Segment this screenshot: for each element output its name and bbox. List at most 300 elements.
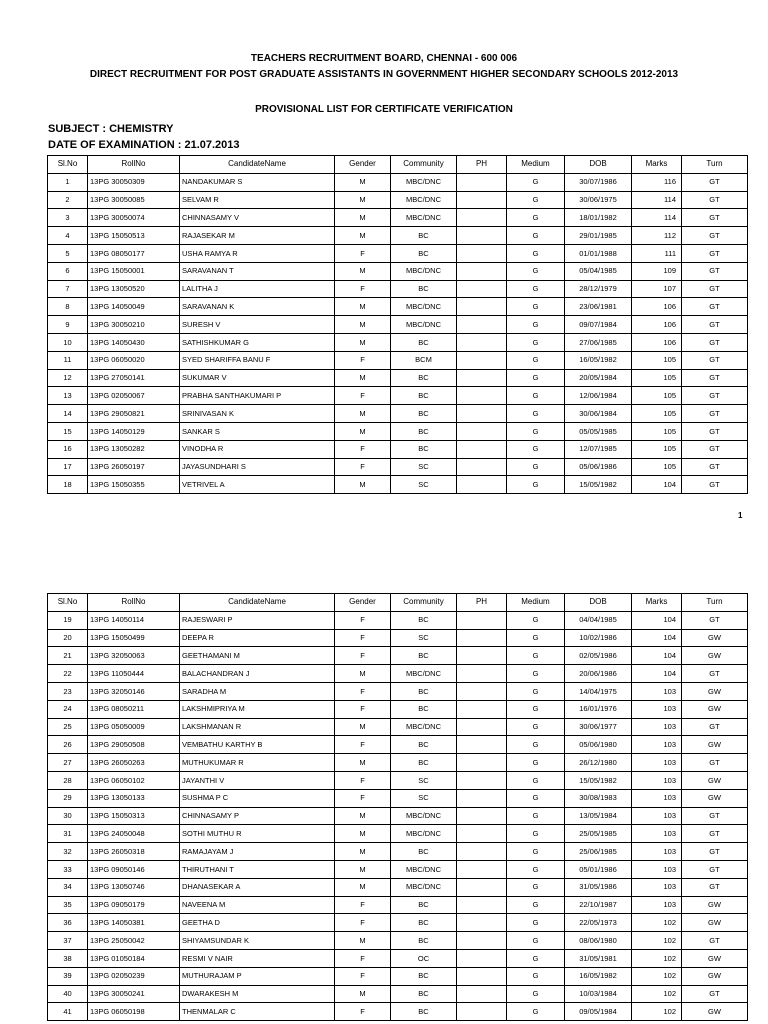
- cell-slno: 25: [48, 718, 88, 736]
- cell-gender: F: [335, 771, 391, 789]
- cell-turn: GW: [682, 682, 748, 700]
- column-header-ph: PH: [457, 594, 507, 612]
- cell-turn: GT: [682, 985, 748, 1003]
- cell-ph: [457, 476, 507, 494]
- cell-ph: [457, 647, 507, 665]
- cell-marks: 104: [632, 647, 682, 665]
- cell-candidate-name: SURESH V: [180, 316, 335, 334]
- cell-rollno: 13PG 02050067: [88, 387, 180, 405]
- cell-community: BC: [391, 914, 457, 932]
- cell-ph: [457, 896, 507, 914]
- cell-community: SC: [391, 458, 457, 476]
- cell-marks: 103: [632, 718, 682, 736]
- cell-marks: 104: [632, 629, 682, 647]
- cell-marks: 103: [632, 843, 682, 861]
- cell-dob: 10/03/1984: [565, 985, 632, 1003]
- cell-ph: [457, 914, 507, 932]
- cell-rollno: 13PG 27050141: [88, 369, 180, 387]
- cell-dob: 05/04/1985: [565, 262, 632, 280]
- cell-community: BC: [391, 422, 457, 440]
- cell-candidate-name: LAKSHMIPRIYA M: [180, 700, 335, 718]
- cell-community: BC: [391, 333, 457, 351]
- cell-medium: G: [507, 789, 565, 807]
- cell-gender: F: [335, 244, 391, 262]
- cell-marks: 104: [632, 665, 682, 683]
- cell-dob: 14/04/1975: [565, 682, 632, 700]
- cell-slno: 9: [48, 316, 88, 334]
- cell-medium: G: [507, 736, 565, 754]
- cell-turn: GT: [682, 333, 748, 351]
- cell-dob: 05/05/1985: [565, 422, 632, 440]
- cell-medium: G: [507, 807, 565, 825]
- cell-rollno: 13PG 26050318: [88, 843, 180, 861]
- column-header-candidate-name: CandidateName: [180, 156, 335, 174]
- cell-gender: F: [335, 647, 391, 665]
- cell-rollno: 13PG 32050063: [88, 647, 180, 665]
- cell-turn: GW: [682, 700, 748, 718]
- cell-dob: 05/06/1986: [565, 458, 632, 476]
- cell-rollno: 13PG 06050198: [88, 1003, 180, 1021]
- table-header-row: [48, 156, 748, 174]
- cell-slno: 35: [48, 896, 88, 914]
- cell-slno: 37: [48, 932, 88, 950]
- cell-turn: GT: [682, 718, 748, 736]
- cell-medium: G: [507, 985, 565, 1003]
- column-header-marks: Marks: [632, 594, 682, 612]
- cell-community: SC: [391, 789, 457, 807]
- cell-rollno: 13PG 29050508: [88, 736, 180, 754]
- cell-slno: 15: [48, 422, 88, 440]
- cell-rollno: 13PG 30050210: [88, 316, 180, 334]
- cell-marks: 105: [632, 351, 682, 369]
- cell-ph: [457, 298, 507, 316]
- cell-rollno: 13PG 08050211: [88, 700, 180, 718]
- cell-medium: G: [507, 476, 565, 494]
- cell-marks: 111: [632, 244, 682, 262]
- cell-community: SC: [391, 476, 457, 494]
- cell-slno: 10: [48, 333, 88, 351]
- cell-rollno: 13PG 13050746: [88, 878, 180, 896]
- cell-slno: 29: [48, 789, 88, 807]
- cell-dob: 20/05/1984: [565, 369, 632, 387]
- cell-ph: [457, 807, 507, 825]
- cell-dob: 22/05/1973: [565, 914, 632, 932]
- table-row: [48, 985, 748, 1003]
- cell-marks: 116: [632, 173, 682, 191]
- cell-slno: 36: [48, 914, 88, 932]
- column-header-dob: DOB: [565, 594, 632, 612]
- cell-community: BC: [391, 280, 457, 298]
- cell-ph: [457, 789, 507, 807]
- cell-ph: [457, 387, 507, 405]
- cell-rollno: 13PG 13050520: [88, 280, 180, 298]
- table-row: [48, 682, 748, 700]
- cell-ph: [457, 825, 507, 843]
- cell-slno: 27: [48, 754, 88, 772]
- cell-turn: GT: [682, 932, 748, 950]
- table-row: [48, 351, 748, 369]
- cell-turn: GT: [682, 754, 748, 772]
- cell-community: MBC/DNC: [391, 807, 457, 825]
- cell-dob: 09/07/1984: [565, 316, 632, 334]
- cell-medium: G: [507, 932, 565, 950]
- cell-slno: 33: [48, 860, 88, 878]
- cell-medium: G: [507, 227, 565, 245]
- cell-medium: G: [507, 967, 565, 985]
- cell-slno: 2: [48, 191, 88, 209]
- subject-label: SUBJECT : CHEMISTRY: [48, 123, 174, 135]
- cell-gender: F: [335, 440, 391, 458]
- cell-slno: 22: [48, 665, 88, 683]
- cell-medium: G: [507, 262, 565, 280]
- cell-dob: 30/06/1977: [565, 718, 632, 736]
- cell-candidate-name: THENMALAR C: [180, 1003, 335, 1021]
- cell-marks: 103: [632, 825, 682, 843]
- cell-gender: F: [335, 949, 391, 967]
- candidate-table-page-2: [47, 593, 748, 1021]
- cell-community: MBC/DNC: [391, 173, 457, 191]
- cell-marks: 104: [632, 611, 682, 629]
- cell-candidate-name: GEETHA D: [180, 914, 335, 932]
- cell-rollno: 13PG 14050129: [88, 422, 180, 440]
- table-row: [48, 825, 748, 843]
- cell-slno: 3: [48, 209, 88, 227]
- cell-marks: 102: [632, 1003, 682, 1021]
- table-row: [48, 405, 748, 423]
- table-row: [48, 932, 748, 950]
- cell-candidate-name: LALITHA J: [180, 280, 335, 298]
- table-row: [48, 262, 748, 280]
- cell-rollno: 13PG 01050184: [88, 949, 180, 967]
- cell-candidate-name: JAYASUNDHARI S: [180, 458, 335, 476]
- cell-gender: M: [335, 985, 391, 1003]
- cell-turn: GW: [682, 771, 748, 789]
- cell-turn: GW: [682, 629, 748, 647]
- cell-candidate-name: SARAVANAN K: [180, 298, 335, 316]
- cell-gender: M: [335, 878, 391, 896]
- cell-slno: 18: [48, 476, 88, 494]
- candidate-table-page-1: [47, 155, 748, 494]
- cell-community: BC: [391, 405, 457, 423]
- cell-marks: 112: [632, 227, 682, 245]
- cell-ph: [457, 351, 507, 369]
- cell-community: MBC/DNC: [391, 209, 457, 227]
- cell-slno: 38: [48, 949, 88, 967]
- cell-gender: M: [335, 807, 391, 825]
- cell-ph: [457, 405, 507, 423]
- cell-turn: GT: [682, 405, 748, 423]
- cell-gender: M: [335, 718, 391, 736]
- cell-gender: M: [335, 316, 391, 334]
- cell-medium: G: [507, 896, 565, 914]
- cell-marks: 105: [632, 369, 682, 387]
- cell-gender: M: [335, 227, 391, 245]
- cell-marks: 105: [632, 387, 682, 405]
- cell-medium: G: [507, 754, 565, 772]
- cell-turn: GT: [682, 476, 748, 494]
- cell-slno: 1: [48, 173, 88, 191]
- cell-candidate-name: SRINIVASAN K: [180, 405, 335, 423]
- cell-rollno: 13PG 09050179: [88, 896, 180, 914]
- cell-gender: M: [335, 209, 391, 227]
- table-row: [48, 422, 748, 440]
- cell-marks: 102: [632, 949, 682, 967]
- cell-ph: [457, 736, 507, 754]
- column-header-turn: Turn: [682, 156, 748, 174]
- cell-community: MBC/DNC: [391, 191, 457, 209]
- cell-community: MBC/DNC: [391, 878, 457, 896]
- cell-medium: G: [507, 298, 565, 316]
- table-row: [48, 807, 748, 825]
- column-header-gender: Gender: [335, 594, 391, 612]
- cell-candidate-name: SANKAR S: [180, 422, 335, 440]
- cell-gender: F: [335, 629, 391, 647]
- cell-candidate-name: DEEPA R: [180, 629, 335, 647]
- cell-candidate-name: MUTHUKUMAR R: [180, 754, 335, 772]
- table-row: [48, 736, 748, 754]
- cell-turn: GT: [682, 860, 748, 878]
- cell-gender: M: [335, 843, 391, 861]
- column-header-gender: Gender: [335, 156, 391, 174]
- cell-marks: 106: [632, 298, 682, 316]
- cell-community: BC: [391, 227, 457, 245]
- table-row: [48, 771, 748, 789]
- cell-candidate-name: SOTHI MUTHU R: [180, 825, 335, 843]
- cell-medium: G: [507, 771, 565, 789]
- cell-gender: M: [335, 173, 391, 191]
- cell-ph: [457, 771, 507, 789]
- table-row: [48, 789, 748, 807]
- cell-community: MBC/DNC: [391, 860, 457, 878]
- cell-slno: 4: [48, 227, 88, 245]
- cell-medium: G: [507, 878, 565, 896]
- table-row: [48, 476, 748, 494]
- cell-turn: GT: [682, 298, 748, 316]
- table-row: [48, 280, 748, 298]
- cell-marks: 103: [632, 878, 682, 896]
- cell-gender: F: [335, 700, 391, 718]
- cell-community: BC: [391, 896, 457, 914]
- cell-candidate-name: CHINNASAMY V: [180, 209, 335, 227]
- cell-gender: M: [335, 298, 391, 316]
- cell-gender: F: [335, 351, 391, 369]
- cell-candidate-name: CHINNASAMY P: [180, 807, 335, 825]
- cell-rollno: 13PG 09050146: [88, 860, 180, 878]
- cell-turn: GT: [682, 173, 748, 191]
- cell-rollno: 13PG 26050263: [88, 754, 180, 772]
- cell-rollno: 13PG 14050114: [88, 611, 180, 629]
- column-header-slno: Sl.No: [48, 156, 88, 174]
- cell-ph: [457, 949, 507, 967]
- cell-community: BC: [391, 369, 457, 387]
- cell-candidate-name: THIRUTHANI T: [180, 860, 335, 878]
- cell-slno: 26: [48, 736, 88, 754]
- cell-rollno: 13PG 15050499: [88, 629, 180, 647]
- cell-ph: [457, 209, 507, 227]
- cell-marks: 106: [632, 316, 682, 334]
- cell-rollno: 13PG 30050085: [88, 191, 180, 209]
- cell-medium: G: [507, 1003, 565, 1021]
- cell-medium: G: [507, 949, 565, 967]
- table-row: [48, 191, 748, 209]
- cell-rollno: 13PG 15050001: [88, 262, 180, 280]
- cell-candidate-name: SARADHA M: [180, 682, 335, 700]
- cell-medium: G: [507, 333, 565, 351]
- cell-gender: M: [335, 665, 391, 683]
- cell-marks: 106: [632, 333, 682, 351]
- cell-ph: [457, 1003, 507, 1021]
- table-row: [48, 440, 748, 458]
- cell-slno: 5: [48, 244, 88, 262]
- cell-candidate-name: PRABHA SANTHAKUMARI P: [180, 387, 335, 405]
- cell-dob: 30/07/1986: [565, 173, 632, 191]
- column-header-rollno: RollNo: [88, 156, 180, 174]
- cell-community: BC: [391, 754, 457, 772]
- table-row: [48, 244, 748, 262]
- table-row: [48, 843, 748, 861]
- cell-medium: G: [507, 422, 565, 440]
- cell-marks: 114: [632, 191, 682, 209]
- table-row: [48, 611, 748, 629]
- cell-gender: F: [335, 736, 391, 754]
- cell-rollno: 13PG 13050133: [88, 789, 180, 807]
- cell-dob: 05/06/1980: [565, 736, 632, 754]
- cell-turn: GW: [682, 1003, 748, 1021]
- cell-candidate-name: VEMBATHU KARTHY B: [180, 736, 335, 754]
- cell-ph: [457, 967, 507, 985]
- cell-candidate-name: SUKUMAR V: [180, 369, 335, 387]
- cell-community: MBC/DNC: [391, 262, 457, 280]
- cell-dob: 15/05/1982: [565, 476, 632, 494]
- cell-marks: 102: [632, 932, 682, 950]
- cell-gender: F: [335, 967, 391, 985]
- cell-marks: 109: [632, 262, 682, 280]
- cell-community: OC: [391, 949, 457, 967]
- cell-rollno: 13PG 26050197: [88, 458, 180, 476]
- cell-dob: 30/08/1983: [565, 789, 632, 807]
- cell-gender: M: [335, 825, 391, 843]
- cell-community: BC: [391, 682, 457, 700]
- cell-dob: 05/01/1986: [565, 860, 632, 878]
- table-row: [48, 458, 748, 476]
- cell-gender: M: [335, 405, 391, 423]
- cell-gender: F: [335, 280, 391, 298]
- cell-gender: M: [335, 860, 391, 878]
- cell-medium: G: [507, 629, 565, 647]
- cell-candidate-name: BALACHANDRAN J: [180, 665, 335, 683]
- cell-gender: M: [335, 754, 391, 772]
- cell-rollno: 13PG 14050381: [88, 914, 180, 932]
- cell-slno: 21: [48, 647, 88, 665]
- cell-dob: 25/05/1985: [565, 825, 632, 843]
- cell-dob: 29/01/1985: [565, 227, 632, 245]
- cell-ph: [457, 227, 507, 245]
- cell-ph: [457, 682, 507, 700]
- cell-rollno: 13PG 13050282: [88, 440, 180, 458]
- table-row: [48, 316, 748, 334]
- cell-rollno: 13PG 32050146: [88, 682, 180, 700]
- cell-slno: 39: [48, 967, 88, 985]
- cell-turn: GT: [682, 262, 748, 280]
- cell-marks: 107: [632, 280, 682, 298]
- cell-candidate-name: NANDAKUMAR S: [180, 173, 335, 191]
- cell-ph: [457, 280, 507, 298]
- cell-marks: 103: [632, 736, 682, 754]
- cell-turn: GT: [682, 665, 748, 683]
- cell-ph: [457, 718, 507, 736]
- table-row: [48, 718, 748, 736]
- cell-community: MBC/DNC: [391, 665, 457, 683]
- cell-ph: [457, 244, 507, 262]
- exam-date-label: DATE OF EXAMINATION : 21.07.2013: [48, 139, 240, 151]
- cell-medium: G: [507, 665, 565, 683]
- recruitment-title: DIRECT RECRUITMENT FOR POST GRADUATE ASSISTANTS IN GOVERNMENT HIGHER SECONDARY SCHOOLS 2012-2013: [89, 69, 679, 80]
- cell-turn: GT: [682, 369, 748, 387]
- cell-candidate-name: SYED SHARIFFA BANU F: [180, 351, 335, 369]
- cell-marks: 103: [632, 771, 682, 789]
- table-row: [48, 860, 748, 878]
- cell-medium: G: [507, 280, 565, 298]
- cell-medium: G: [507, 914, 565, 932]
- cell-gender: F: [335, 387, 391, 405]
- cell-dob: 08/06/1980: [565, 932, 632, 950]
- cell-community: BC: [391, 611, 457, 629]
- cell-marks: 105: [632, 405, 682, 423]
- table-row: [48, 369, 748, 387]
- cell-candidate-name: RAJESWARI P: [180, 611, 335, 629]
- cell-medium: G: [507, 860, 565, 878]
- cell-medium: G: [507, 825, 565, 843]
- cell-community: SC: [391, 771, 457, 789]
- cell-dob: 12/06/1984: [565, 387, 632, 405]
- cell-candidate-name: SUSHMA P C: [180, 789, 335, 807]
- cell-medium: G: [507, 611, 565, 629]
- cell-gender: F: [335, 682, 391, 700]
- cell-marks: 103: [632, 860, 682, 878]
- column-header-community: Community: [391, 156, 457, 174]
- cell-rollno: 13PG 02050239: [88, 967, 180, 985]
- cell-turn: GT: [682, 244, 748, 262]
- cell-turn: GW: [682, 789, 748, 807]
- cell-turn: GT: [682, 387, 748, 405]
- cell-marks: 105: [632, 458, 682, 476]
- list-title: PROVISIONAL LIST FOR CERTIFICATE VERIFICATION: [255, 104, 513, 115]
- cell-candidate-name: RAJASEKAR M: [180, 227, 335, 245]
- cell-gender: M: [335, 191, 391, 209]
- cell-rollno: 13PG 24050048: [88, 825, 180, 843]
- cell-dob: 18/01/1982: [565, 209, 632, 227]
- cell-medium: G: [507, 316, 565, 334]
- cell-community: BC: [391, 387, 457, 405]
- cell-community: MBC/DNC: [391, 718, 457, 736]
- cell-gender: F: [335, 611, 391, 629]
- column-header-rollno: RollNo: [88, 594, 180, 612]
- cell-ph: [457, 191, 507, 209]
- cell-rollno: 13PG 25050042: [88, 932, 180, 950]
- table-row: [48, 754, 748, 772]
- cell-slno: 23: [48, 682, 88, 700]
- cell-gender: M: [335, 369, 391, 387]
- column-header-dob: DOB: [565, 156, 632, 174]
- cell-rollno: 13PG 14050430: [88, 333, 180, 351]
- cell-slno: 40: [48, 985, 88, 1003]
- cell-gender: M: [335, 476, 391, 494]
- cell-slno: 16: [48, 440, 88, 458]
- cell-turn: GW: [682, 967, 748, 985]
- cell-slno: 30: [48, 807, 88, 825]
- table-row: [48, 298, 748, 316]
- cell-dob: 26/12/1980: [565, 754, 632, 772]
